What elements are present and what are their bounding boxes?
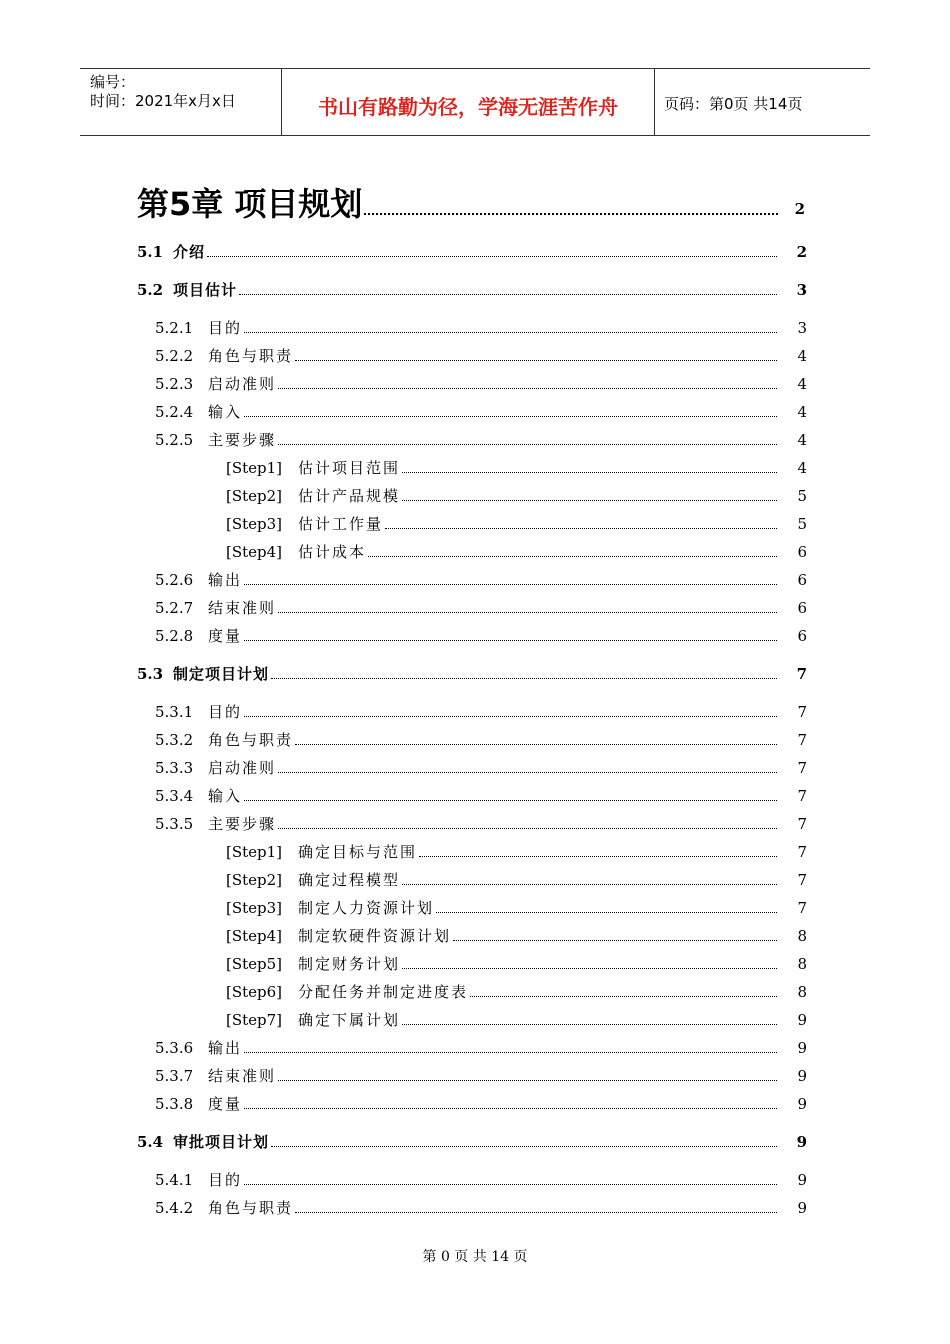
toc-entry-page: 4 bbox=[797, 431, 807, 449]
toc-entry-page: 5 bbox=[797, 515, 807, 533]
toc-entry-label: 介绍 bbox=[173, 240, 207, 264]
toc-entry[interactable] bbox=[0, 952, 950, 976]
toc-entry[interactable] bbox=[0, 278, 950, 302]
toc-leader-dots bbox=[244, 800, 777, 801]
toc-entry-number: 5.2.8 bbox=[155, 627, 194, 645]
toc-entry-label: 角色与职责 bbox=[208, 728, 295, 752]
toc-entry-page: 6 bbox=[797, 599, 807, 617]
toc-entry-label: 结束准则 bbox=[208, 1064, 278, 1088]
toc-entry-number: [Step7] bbox=[226, 1011, 283, 1029]
toc-entry-number: [Step6] bbox=[226, 983, 283, 1001]
toc-entry-number: 5.3.7 bbox=[155, 1067, 194, 1085]
toc-entry-number: 5.2.3 bbox=[155, 375, 194, 393]
toc-leader-dots bbox=[278, 828, 777, 829]
toc-leader-dots bbox=[470, 996, 777, 997]
toc-entry-page: 8 bbox=[797, 955, 807, 973]
toc-entry-label: 输出 bbox=[208, 1036, 244, 1060]
toc-leader-dots bbox=[244, 640, 777, 641]
toc-entry[interactable] bbox=[0, 428, 950, 452]
toc-entry-label: 审批项目计划 bbox=[173, 1130, 271, 1154]
toc-entry-page: 4 bbox=[797, 375, 807, 393]
toc-entry-number: [Step1] bbox=[226, 459, 283, 477]
toc-leader-dots bbox=[271, 678, 777, 679]
toc-leader-dots bbox=[402, 884, 777, 885]
toc-entry-label: 估计产品规模 bbox=[298, 484, 402, 508]
toc-entry-label: 制定软硬件资源计划 bbox=[298, 924, 453, 948]
toc-entry-number: 5.3.2 bbox=[155, 731, 194, 749]
toc-leader-dots bbox=[402, 968, 777, 969]
toc-entry[interactable] bbox=[0, 540, 950, 564]
toc-entry[interactable] bbox=[0, 512, 950, 536]
toc-entry-label: 确定下属计划 bbox=[298, 1008, 402, 1032]
toc-entry-label: 估计工作量 bbox=[298, 512, 385, 536]
toc-entry-label: 项目估计 bbox=[173, 278, 239, 302]
toc-leader-dots bbox=[271, 1146, 777, 1147]
toc-entry-page: 9 bbox=[797, 1095, 807, 1113]
header-motto: 书山有路勤为径，学海无涯苦作舟 bbox=[318, 95, 618, 119]
toc-leader-dots bbox=[419, 856, 777, 857]
toc-entry-label: 目的 bbox=[208, 316, 244, 340]
toc-chapter-entry[interactable] bbox=[137, 182, 805, 226]
toc-entry-label: 估计成本 bbox=[298, 540, 368, 564]
header-page-info: 页码：第0页 共14页 bbox=[664, 95, 803, 113]
toc-leader-dots bbox=[244, 716, 777, 717]
toc-entry[interactable] bbox=[0, 840, 950, 864]
toc-entry[interactable] bbox=[0, 596, 950, 620]
toc-entry[interactable] bbox=[0, 484, 950, 508]
toc-entry-page: 7 bbox=[797, 731, 807, 749]
toc-entry-number: 5.3.3 bbox=[155, 759, 194, 777]
toc-entry-page: 5 bbox=[797, 487, 807, 505]
toc-leader-dots bbox=[239, 294, 777, 295]
toc-entry[interactable] bbox=[0, 812, 950, 836]
toc-entry-page: 3 bbox=[796, 281, 807, 299]
toc-leader-dots bbox=[295, 744, 777, 745]
toc-entry-page: 6 bbox=[797, 571, 807, 589]
toc-entry-page: 7 bbox=[797, 703, 807, 721]
toc-leader-dots bbox=[295, 360, 777, 361]
toc-entry[interactable] bbox=[0, 456, 950, 480]
toc-entry[interactable] bbox=[0, 980, 950, 1004]
toc-entry[interactable] bbox=[0, 1168, 950, 1192]
toc-entry-page: 8 bbox=[797, 927, 807, 945]
toc-entry[interactable] bbox=[0, 372, 950, 396]
toc-entry-label: 分配任务并制定进度表 bbox=[298, 980, 470, 1004]
toc-entry-page: 7 bbox=[797, 787, 807, 805]
toc-entry-label: 结束准则 bbox=[208, 596, 278, 620]
toc-entry[interactable] bbox=[0, 662, 950, 686]
toc-entry-label: 制定财务计划 bbox=[298, 952, 402, 976]
toc-entry-number: 5.2.5 bbox=[155, 431, 194, 449]
toc-entry-number: 5.4.2 bbox=[155, 1199, 194, 1217]
toc-leader-dots bbox=[244, 584, 777, 585]
toc-entry-page: 7 bbox=[797, 759, 807, 777]
header-meta-cell bbox=[80, 69, 282, 135]
toc-entry-number: [Step5] bbox=[226, 955, 283, 973]
toc-entry-page: 3 bbox=[797, 319, 807, 337]
toc-entry-label: 制定人力资源计划 bbox=[298, 896, 436, 920]
toc-entry-label: 度量 bbox=[208, 1092, 244, 1116]
toc-leader-dots bbox=[453, 940, 777, 941]
toc-entry[interactable] bbox=[0, 1008, 950, 1032]
toc-entry[interactable] bbox=[0, 400, 950, 424]
toc-entry[interactable] bbox=[0, 868, 950, 892]
toc-entry[interactable] bbox=[0, 924, 950, 948]
toc-entry-number: 5.2.2 bbox=[155, 347, 194, 365]
toc-leader-dots bbox=[402, 472, 777, 473]
document-number-label: 编号： bbox=[90, 73, 136, 91]
toc-entry-page: 9 bbox=[796, 1133, 807, 1151]
toc-entry-label: 估计项目范围 bbox=[298, 456, 402, 480]
toc-leader-dots bbox=[368, 556, 777, 557]
toc-entry-page: 4 bbox=[797, 403, 807, 421]
toc-entry[interactable] bbox=[0, 1130, 950, 1154]
toc-entry-label: 目的 bbox=[208, 700, 244, 724]
toc-leader-dots bbox=[278, 612, 777, 613]
toc-entry-page: 9 bbox=[797, 1171, 807, 1189]
toc-entry-label: 输入 bbox=[208, 400, 244, 424]
toc-entry[interactable] bbox=[0, 1036, 950, 1060]
toc-entry-page: 9 bbox=[797, 1067, 807, 1085]
toc-entry-label: 角色与职责 bbox=[208, 1196, 295, 1220]
toc-entry[interactable] bbox=[0, 1196, 950, 1220]
toc-leader-dots bbox=[278, 444, 777, 445]
toc-leader-dots bbox=[244, 1184, 777, 1185]
toc-entry-number: 5.4 bbox=[137, 1133, 164, 1151]
toc-leader-dots bbox=[402, 1024, 777, 1025]
toc-entry-number: [Step2] bbox=[226, 487, 283, 505]
toc-leader-dots bbox=[402, 500, 777, 501]
toc-entry-label: 确定目标与范围 bbox=[298, 840, 419, 864]
toc-entry-number: 5.3.4 bbox=[155, 787, 194, 805]
toc-entry-label: 主要步骤 bbox=[208, 428, 278, 452]
toc-entry-label: 主要步骤 bbox=[208, 812, 278, 836]
toc-entry-page: 6 bbox=[797, 543, 807, 561]
toc-entry-number: [Step2] bbox=[226, 871, 283, 889]
toc-entry[interactable] bbox=[0, 700, 950, 724]
toc-entry-page: 9 bbox=[797, 1199, 807, 1217]
toc-entry-label: 目的 bbox=[208, 1168, 244, 1192]
toc-entry-page: 7 bbox=[796, 665, 807, 683]
toc-entry-number: 5.3 bbox=[137, 665, 164, 683]
toc-leader-dots bbox=[207, 256, 777, 257]
toc-entry-label: 确定过程模型 bbox=[298, 868, 402, 892]
toc-leader-dots bbox=[244, 1052, 777, 1053]
toc-entry[interactable] bbox=[0, 896, 950, 920]
toc-entry-number: 5.3.5 bbox=[155, 815, 194, 833]
toc-leader-dots bbox=[278, 388, 777, 389]
toc-entry-number: 5.2.1 bbox=[155, 319, 194, 337]
toc-entry-label: 输入 bbox=[208, 784, 244, 808]
chapter-page-number: 2 bbox=[794, 200, 805, 218]
toc-entry[interactable] bbox=[0, 1064, 950, 1088]
toc-entry-number: 5.2.7 bbox=[155, 599, 194, 617]
toc-entry-page: 4 bbox=[797, 347, 807, 365]
toc-entry-page: 4 bbox=[797, 459, 807, 477]
toc-entry[interactable] bbox=[0, 728, 950, 752]
toc-entry-number: 5.3.1 bbox=[155, 703, 194, 721]
toc-leader-dots bbox=[244, 332, 777, 333]
toc-entry-label: 角色与职责 bbox=[208, 344, 295, 368]
toc-entry[interactable] bbox=[0, 568, 950, 592]
toc-entry-label: 度量 bbox=[208, 624, 244, 648]
toc-entry[interactable] bbox=[0, 316, 950, 340]
toc-entry-number: 5.4.1 bbox=[155, 1171, 194, 1189]
toc-entry-page: 9 bbox=[797, 1039, 807, 1057]
toc-entry-number: 5.1 bbox=[137, 243, 164, 261]
toc-entry-page: 7 bbox=[797, 815, 807, 833]
toc-entry-number: [Step4] bbox=[226, 543, 283, 561]
toc-entry-page: 7 bbox=[797, 871, 807, 889]
toc-leader-dots bbox=[244, 416, 777, 417]
toc-leader-dots bbox=[244, 1108, 777, 1109]
toc-entry-page: 6 bbox=[797, 627, 807, 645]
toc-entry-number: 5.2.6 bbox=[155, 571, 194, 589]
toc-entry[interactable] bbox=[0, 784, 950, 808]
toc-entry-page: 8 bbox=[797, 983, 807, 1001]
toc-entry-page: 2 bbox=[796, 243, 807, 261]
toc-entry-number: 5.3.8 bbox=[155, 1095, 194, 1113]
toc-entry-label: 启动准则 bbox=[208, 372, 278, 396]
toc-entry-label: 制定项目计划 bbox=[173, 662, 271, 686]
toc-entry-label: 输出 bbox=[208, 568, 244, 592]
toc-entry[interactable] bbox=[0, 624, 950, 648]
toc-entry-page: 7 bbox=[797, 899, 807, 917]
toc-leader-dots bbox=[436, 912, 777, 913]
toc-leader-dots bbox=[295, 1212, 777, 1213]
toc-leader-dots bbox=[385, 528, 777, 529]
toc-entry-page: 7 bbox=[797, 843, 807, 861]
toc-entry-label: 启动准则 bbox=[208, 756, 278, 780]
toc-leader-dots bbox=[278, 772, 777, 773]
toc-entry[interactable] bbox=[0, 1092, 950, 1116]
toc-entry[interactable] bbox=[0, 240, 950, 264]
toc-entry-number: 5.3.6 bbox=[155, 1039, 194, 1057]
toc-entry-number: [Step3] bbox=[226, 515, 283, 533]
toc-leader-dots bbox=[364, 213, 778, 215]
toc-entry-number: [Step4] bbox=[226, 927, 283, 945]
chapter-title: 第5章 项目规划 bbox=[137, 185, 363, 223]
toc-entry-number: 5.2.4 bbox=[155, 403, 194, 421]
page-header bbox=[80, 68, 870, 136]
page-footer: 第 0 页 共 14 页 bbox=[422, 1249, 528, 1265]
toc-entry[interactable] bbox=[0, 756, 950, 780]
toc-entry-page: 9 bbox=[797, 1011, 807, 1029]
toc-leader-dots bbox=[278, 1080, 777, 1081]
toc-entry[interactable] bbox=[0, 344, 950, 368]
toc-entry-number: 5.2 bbox=[137, 281, 164, 299]
toc-entry-number: [Step1] bbox=[226, 843, 283, 861]
toc-entry-number: [Step3] bbox=[226, 899, 283, 917]
header-motto-cell bbox=[282, 69, 655, 135]
document-time-label: 时间：2021年x月x日 bbox=[90, 92, 236, 110]
